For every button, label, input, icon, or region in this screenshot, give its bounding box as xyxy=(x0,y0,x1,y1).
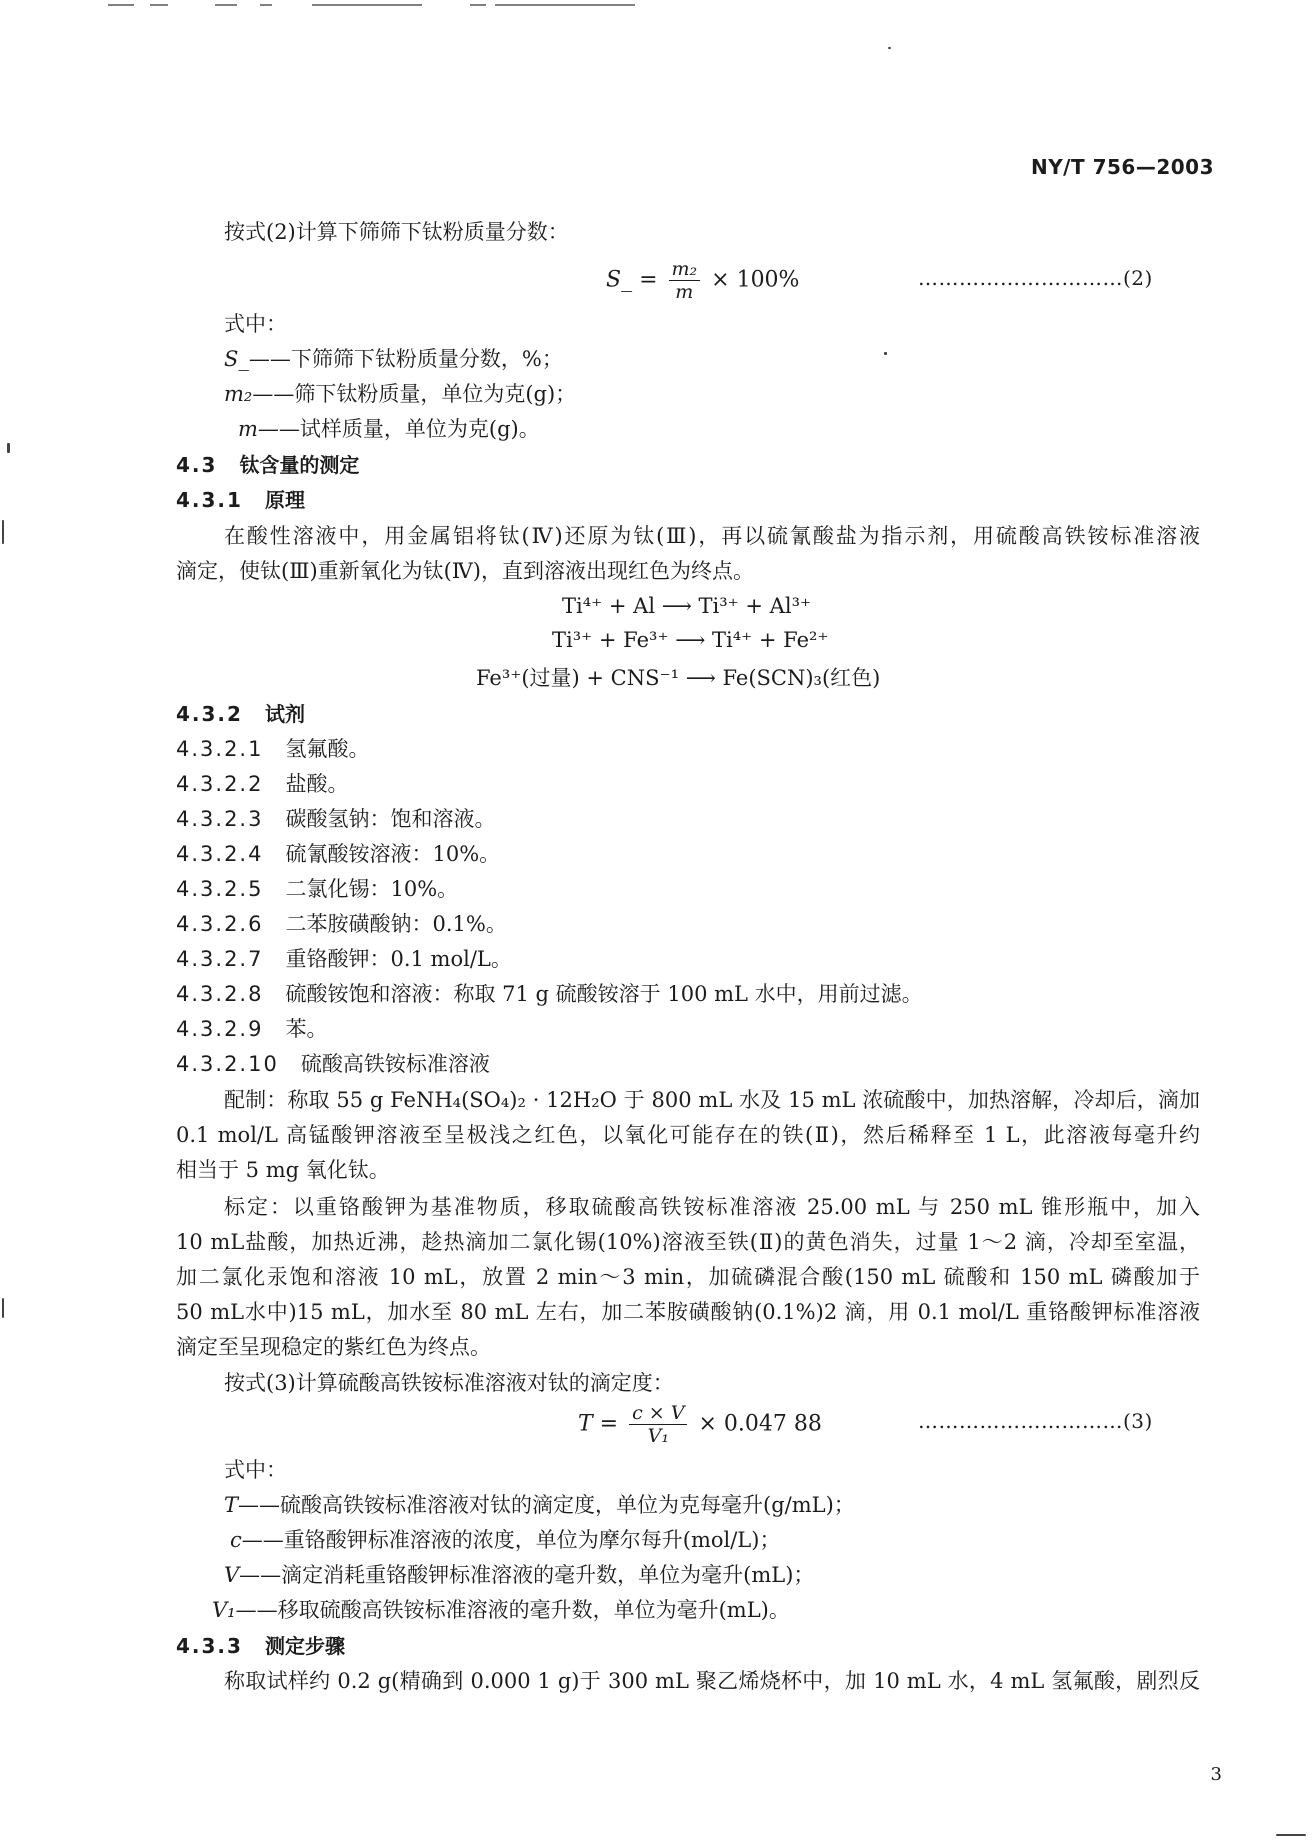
scan-speck xyxy=(2,1298,4,1318)
scan-speck xyxy=(1276,1834,1306,1836)
formula3-def: T——硫酸高铁铵标准溶液对钛的滴定度，单位为克每毫升(g/mL)； xyxy=(224,1493,855,1517)
section-4-3-1-heading: 4.3.1 原理 xyxy=(176,488,305,512)
procedure-line: 称取试样约 0.2 g(精确到 0.000 1 g)于 300 mL 聚乙烯烧杯中，加 10 mL 水，4 mL 氢氟酸，剧烈反 xyxy=(224,1669,1200,1693)
section-4-3-3-heading: 4.3.3 测定步骤 xyxy=(176,1634,345,1658)
formula2-number: …………………………(2) xyxy=(918,266,1153,290)
formula2-def: m——试样质量，单位为克(g)。 xyxy=(238,417,540,441)
standardization-line: 10 mL盐酸，加热近沸，趁热滴加二氯化锡(10%)溶液至铁(Ⅱ)的黄色消失，过量 1～2 滴，冷却至室温， xyxy=(176,1230,1200,1254)
formula2-lhs: S_ xyxy=(606,267,633,293)
section-4-3-heading: 4.3 钛含量的测定 xyxy=(176,453,360,477)
formula3-denominator: V₁ xyxy=(647,1425,669,1447)
standardization-line: 标定：以重铬酸钾为基准物质，移取硫酸高铁铵标准溶液 25.00 mL 与 250 mL 锥形瓶中，加入 xyxy=(224,1195,1200,1219)
formula3-intro: 按式(3)计算硫酸高铁铵标准溶液对钛的滴定度： xyxy=(224,1371,674,1395)
formula2-numerator: m₂ xyxy=(669,258,701,281)
formula2-def: S_——下筛筛下钛粉质量分数，%； xyxy=(224,347,563,371)
reagent-item: 4.3.2.2 盐酸。 xyxy=(176,772,349,796)
formula3-number: …………………………(3) xyxy=(918,1409,1153,1433)
principle-paragraph-line: 在酸性溶液中，用金属铝将钛(Ⅳ)还原为钛(Ⅲ)，再以硫氰酸盐为指示剂，用硫酸高铁铵标准溶液 xyxy=(224,524,1200,548)
reagent-item: 4.3.2.1 氢氟酸。 xyxy=(176,737,370,761)
formula2-intro: 按式(2)计算下筛筛下钛粉质量分数： xyxy=(224,220,569,244)
formula2-where: 式中： xyxy=(224,312,287,336)
scan-speck xyxy=(884,352,887,355)
scan-speck xyxy=(888,47,891,49)
formula3-def: c——重铬酸钾标准溶液的浓度，单位为摩尔每升(mol/L)； xyxy=(230,1528,781,1552)
scan-top-edge xyxy=(0,0,1314,14)
standardization-line: 加二氯化汞饱和溶液 10 mL，放置 2 min～3 min，加硫磷混合酸(150 mL 硫酸和 150 mL 磷酸加于 xyxy=(176,1265,1200,1289)
formula3-def: V——滴定消耗重铬酸钾标准溶液的毫升数，单位为毫升(mL)； xyxy=(224,1563,815,1587)
scan-speck xyxy=(7,443,10,453)
preparation-line: 配制：称取 55 g FeNH₄(SO₄)₂ · 12H₂O 于 800 mL 水及 15 mL 浓硫酸中，加热溶解，冷却后，滴加 xyxy=(224,1088,1200,1112)
formula2-def: m₂——筛下钛粉质量，单位为克(g)； xyxy=(224,382,577,406)
standard-number: NY/T 756—2003 xyxy=(1030,155,1214,179)
page-number: 3 xyxy=(1210,1764,1222,1785)
formula2-rhs: × 100% xyxy=(711,267,800,293)
formula-3 xyxy=(578,1402,822,1447)
standardization-line: 50 mL水中)15 mL，加水至 80 mL 左右，加二苯胺磺酸钠(0.1%)2 滴，用 0.1 mol/L 重铬酸钾标准溶液 xyxy=(176,1300,1200,1324)
formula2-denominator: m xyxy=(675,281,694,303)
section-4-3-2-heading: 4.3.2 试剂 xyxy=(176,702,305,726)
reagent-item: 4.3.2.8 硫酸铵饱和溶液：称取 71 g 硫酸铵溶于 100 mL 水中，用前过滤。 xyxy=(176,982,923,1006)
reaction-2: Ti³⁺ + Fe³⁺ ⟶ Ti⁴⁺ + Fe²⁺ xyxy=(552,628,829,652)
formula3-numerator: c × V xyxy=(629,1402,687,1425)
formula3-lhs: T = xyxy=(578,1411,619,1437)
preparation-line: 0.1 mol/L 高锰酸钾溶液至呈极浅之红色，以氧化可能存在的铁(Ⅱ)，然后稀释至 1 L，此溶液每毫升约 xyxy=(176,1123,1200,1147)
formula3-rhs: × 0.047 88 xyxy=(698,1411,822,1437)
preparation-line: 相当于 5 mg 氧化钛。 xyxy=(176,1158,390,1182)
reagent-item: 4.3.2.7 重铬酸钾：0.1 mol/L。 xyxy=(176,947,512,971)
formula-2: S_ = $\frac{\text{m₂}}{m}$ × 100% xyxy=(606,258,800,303)
reagent-item: 4.3.2.6 二苯胺磺酸钠：0.1%。 xyxy=(176,912,507,936)
reaction-1: Ti⁴⁺ + Al ⟶ Ti³⁺ + Al³⁺ xyxy=(562,594,812,618)
scan-speck xyxy=(2,520,4,544)
reagent-item: 4.3.2.10 硫酸高铁铵标准溶液 xyxy=(176,1052,490,1076)
standardization-line: 滴定至呈现稳定的紫红色为终点。 xyxy=(176,1335,491,1359)
principle-paragraph-line: 滴定，使钛(Ⅲ)重新氧化为钛(Ⅳ)，直到溶液出现红色为终点。 xyxy=(176,559,755,583)
reaction-3: Fe³⁺(过量) + CNS⁻¹ ⟶ Fe(SCN)₃(红色) xyxy=(476,666,881,690)
reagent-item: 4.3.2.4 硫氰酸铵溶液：10%。 xyxy=(176,842,501,866)
reagent-item: 4.3.2.9 苯。 xyxy=(176,1017,328,1041)
formula3-where: 式中： xyxy=(224,1458,287,1482)
reagent-item: 4.3.2.5 二氯化锡：10%。 xyxy=(176,877,459,901)
formula3-def: V₁——移取硫酸高铁铵标准溶液的毫升数，单位为毫升(mL)。 xyxy=(212,1598,790,1622)
reagent-item: 4.3.2.3 碳酸氢钠：饱和溶液。 xyxy=(176,807,496,831)
